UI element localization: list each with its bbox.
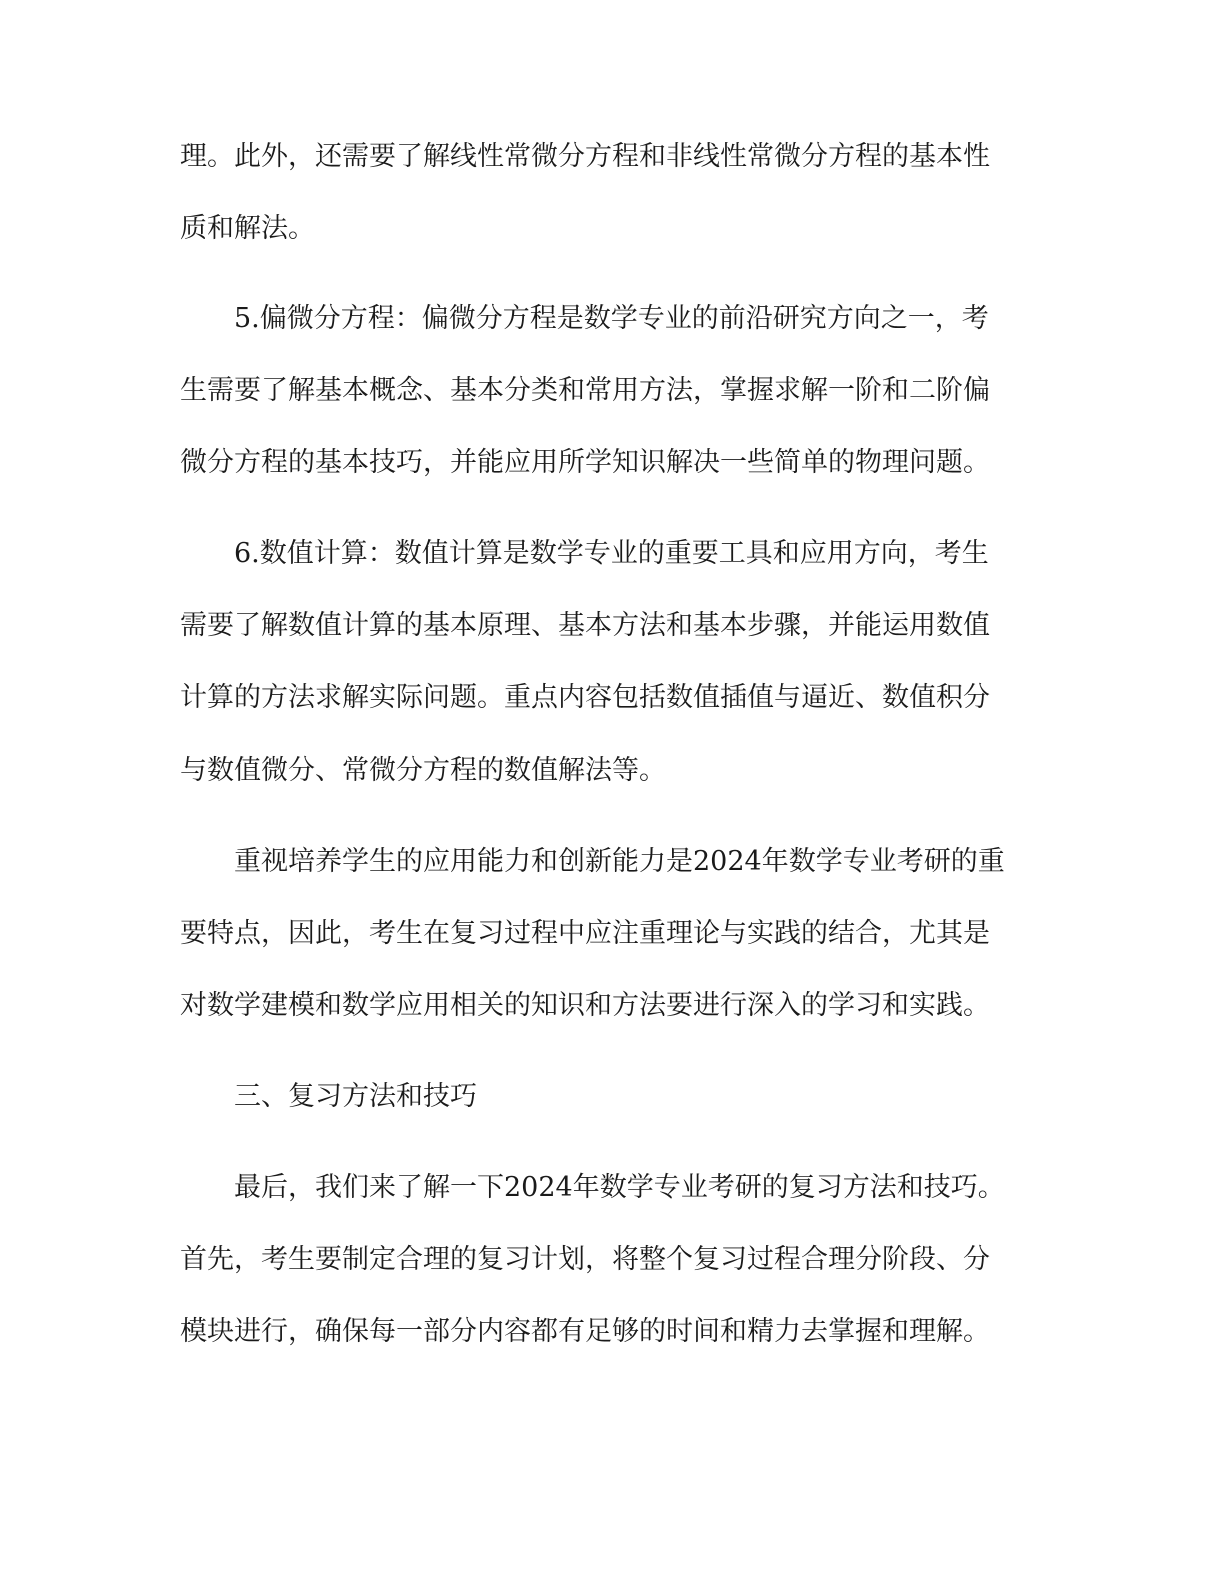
- text-line: 理。此外，还需要了解线性常微分方程和非线性常微分方程的基本性: [180, 141, 990, 172]
- text-line: 首先，考生要制定合理的复习计划，将整个复习过程合理分阶段、分: [180, 1244, 990, 1275]
- text-line: 重视培养学生的应用能力和创新能力是2024年数学专业考研的重: [234, 846, 1005, 877]
- section-heading: 三、复习方法和技巧: [234, 1081, 477, 1112]
- text-line: 生需要了解基本概念、基本分类和常用方法，掌握求解一阶和二阶偏: [180, 375, 990, 406]
- text-line: 与数值微分、常微分方程的数值解法等。: [180, 755, 666, 786]
- text-line: 质和解法。: [180, 213, 315, 244]
- text-line: 最后，我们来了解一下2024年数学专业考研的复习方法和技巧。: [234, 1172, 1005, 1203]
- text-line: 计算的方法求解实际问题。重点内容包括数值插值与逼近、数值积分: [180, 682, 990, 713]
- text-line: 模块进行，确保每一部分内容都有足够的时间和精力去掌握和理解。: [180, 1316, 990, 1347]
- text-line: 需要了解数值计算的基本原理、基本方法和基本步骤，并能运用数值: [180, 610, 990, 641]
- text-line: 5.偏微分方程：偏微分方程是数学专业的前沿研究方向之一，考: [234, 303, 989, 334]
- text-line: 微分方程的基本技巧，并能应用所学知识解决一些简单的物理问题。: [180, 447, 990, 478]
- text-line: 对数学建模和数学应用相关的知识和方法要进行深入的学习和实践。: [180, 990, 990, 1021]
- text-line: 6.数值计算：数值计算是数学专业的重要工具和应用方向，考生: [234, 538, 989, 569]
- text-line: 要特点，因此，考生在复习过程中应注重理论与实践的结合，尤其是: [180, 918, 990, 949]
